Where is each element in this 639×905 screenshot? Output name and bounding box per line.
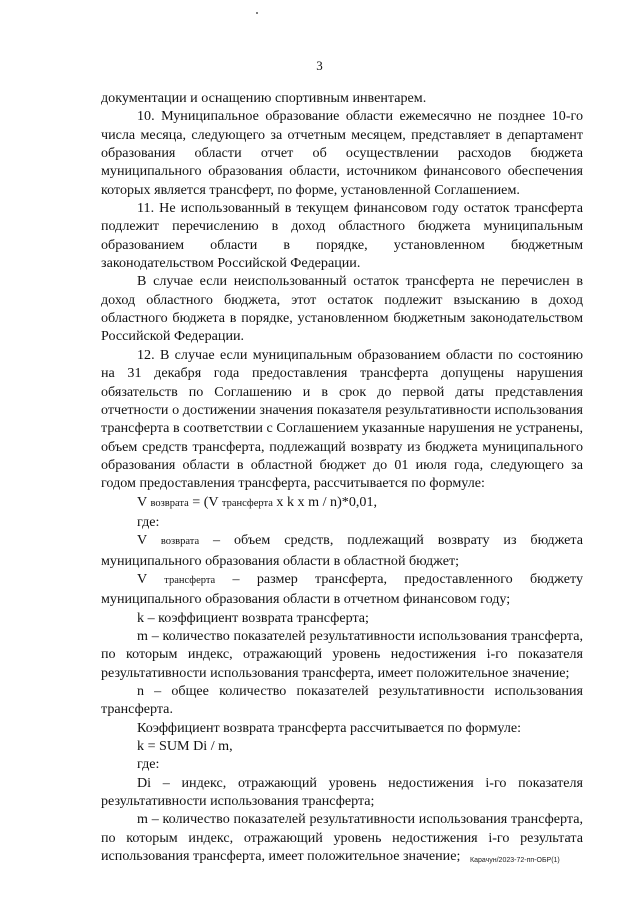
page-number: 3 [316,58,323,73]
scan-speck [256,12,258,14]
definition-di: Di – индекс, отражающий уровень недостижения i-го показателя результативности использования трансферта; [101,774,583,810]
paragraph-10: 10. Муниципальное образование области ежемесячно не позднее 10-го числа месяца, следующего за отчетным месяцем, представляет в департамент образования области отчет об осуществлении расходов бюджета муниципального образования области, источником финансового обеспечения которых является трансферт, по форме, установленной Соглашением. [101,108,583,198]
formula-return-volume: V возврата = (V трансферта x k x m / n)*0,01, [137,493,378,510]
coefficient-intro: Коэффициент возврата трансферта рассчитывается по формуле: [137,719,522,736]
paragraph-11-case: В случае если неиспользованный остаток трансферта не перечислен в доход областного бюджета, этот остаток подлежит взысканию в доход областного бюджета в порядке, установленном бюджетным законодательством Российской Федерации. [101,273,583,345]
paragraph-11: 11. Не использованный в текущем финансовом году остаток трансферта подлежит перечислению в доход областного бюджета муниципальным образованием области в порядке, установленном бюджетным законодательством Российской Федерации. [101,200,583,272]
definition-m-2: m – количество показателей результативности использования трансферта, по которым индекс, отражающий уровень недостижения i-го результата использования трансферта, имеет положительное значение; [101,811,583,865]
paragraph-continuation: документации и оснащению спортивным инвентарем. [101,90,427,106]
definition-m: m – количество показателей результативности использования трансферта, по которым индекс, отражающий уровень недостижения i-го показателя результативности использования трансферта, имеет положительное значение; [101,627,583,681]
definition-k: k – коэффициент возврата трансферта; [137,609,369,626]
where-label: где: [137,513,160,530]
definition-v-return: V возврата – объем средств, подлежащий возврату из бюджета муниципального образования области в областной бюджет; [101,532,583,569]
document-body [101,89,583,865]
definition-n: n – общее количество показателей результативности использования трансферта. [101,683,583,718]
paragraph-12: 12. В случае если муниципальным образованием области по состоянию на 31 декабря года предоставления трансферта допущены нарушения обязательств по Соглашению и в срок до первой даты представления отчетности о достижении значения показателя результативности использования трансферта в соответствии с Соглашением указанные нарушения не устранены, объем средств трансферта, подлежащий возврату из бюджета муниципального образования области в областной бюджет до 01 июля года, следующего за годом предоставления трансферта, рассчитывается по формуле: [101,346,583,492]
footer-document-code: Карачун/2023-72-пп-ОБР(1) [470,857,560,864]
definition-v-transfer: V трансферта – размер трансферта, предоставленного бюджету муниципального образования области в отчетном финансовом году; [101,570,583,608]
formula-coefficient: k = SUM Di / m, [137,738,233,755]
where-label-2: где: [137,756,160,773]
